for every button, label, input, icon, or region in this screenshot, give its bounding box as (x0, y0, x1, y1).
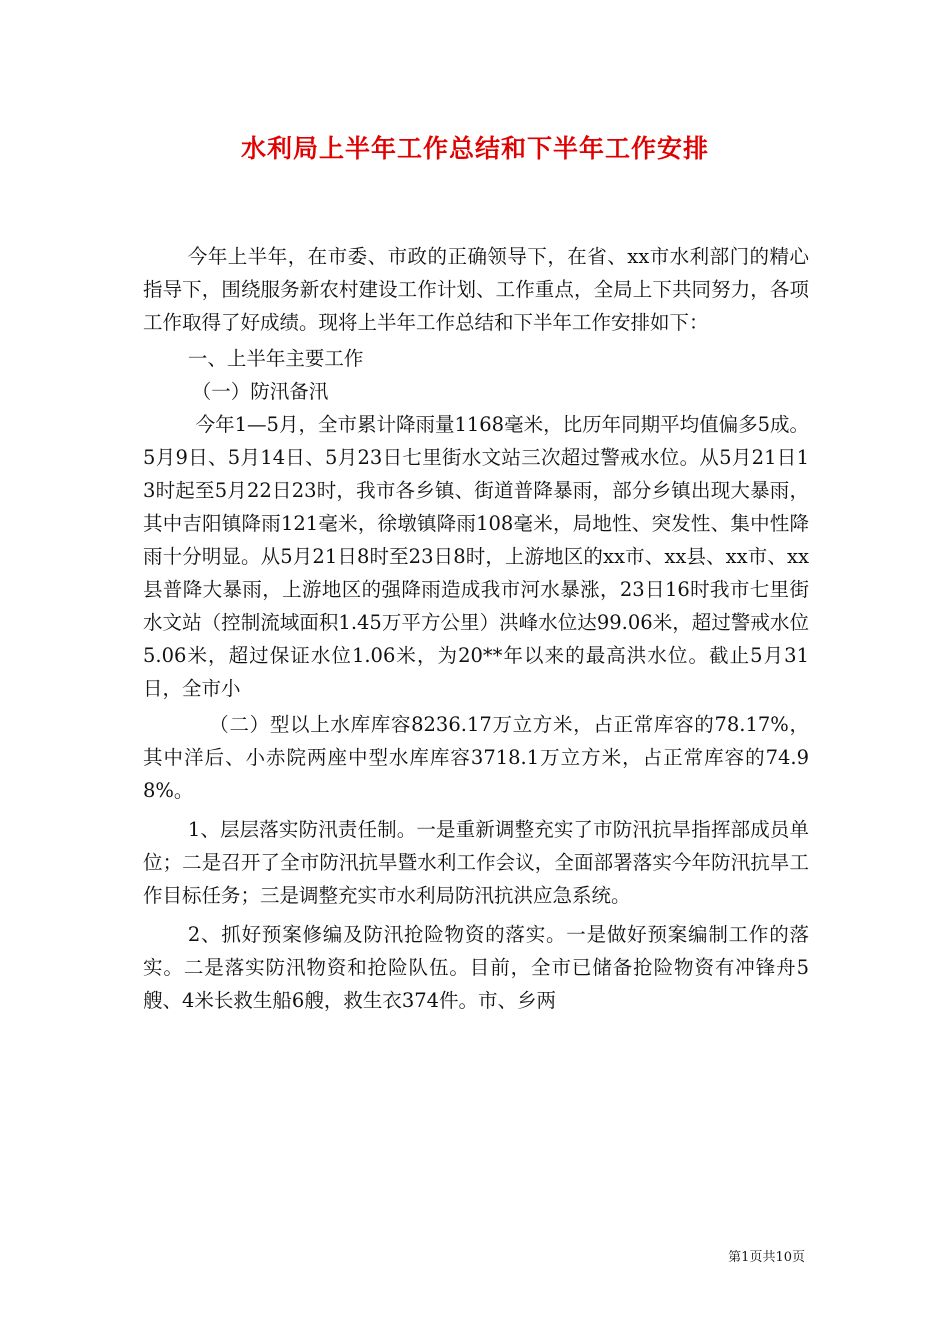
responsibility-paragraph: 1、层层落实防汛责任制。一是重新调整充实了市防汛抗旱指挥部成员单位；二是召开了全市防汛抗旱暨水利工作会议，全面部署落实今年防汛抗旱工作目标任务；三是调整充实市水利局防汛抗洪应急系统。 (143, 818, 809, 907)
intro-paragraph: 今年上半年，在市委、市政的正确领导下，在省、xx市水利部门的精心指导下，围绕服务新农村建设工作计划、工作重点，全局上下共同努力，各项工作取得了好成绩。现将上半年工作总结和下半年工作安排如下： (143, 245, 809, 334)
document-title: 水利局上半年工作总结和下半年工作安排 (240, 134, 709, 163)
rainfall-paragraph: 今年1—5月，全市累计降雨量1168毫米，比历年同期平均值偏多5成。5月9日、5月14日、5月23日七里街水文站三次超过警戒水位。从5月21日13时起至5月22日23时，我市各乡镇、街道普降暴雨，部分乡镇出现大暴雨，其中吉阳镇降雨121毫米，徐墩镇降雨108毫米，局地性、突发性、集中性降雨十分明显。从5月21日8时至23日8时，上游地区的xx市、xx县、xx市、xx县普降大暴雨，上游地区的强降雨造成我市河水暴涨，23日16时我市七里街水文站（控制流域面积1.45万平方公里）洪峰水位达99.06米，超过警戒水位5.06米，超过保证水位1.06米，为20**年以来的最高洪水位。截止5月31日，全市小 (143, 413, 809, 700)
page-number: 第1页共10页 (728, 1250, 805, 1265)
plan-materials-paragraph: 2、抓好预案修编及防汛抢险物资的落实。一是做好预案编制工作的落实。二是落实防汛物资和抢险队伍。目前，全市已储备抢险物资有冲锋舟5艘、4米长救生船6艘，救生衣374件。市、乡两 (143, 923, 809, 1012)
section-heading-1: 一、上半年主要工作 (187, 347, 364, 370)
document-body (143, 240, 809, 1017)
reservoir-paragraph: （二）型以上水库库容8236.17万立方米，占正常库容的78.17%，其中洋后、小赤院两座中型水库库容3718.1万立方米，占正常库容的74.98%。 (143, 713, 809, 802)
subsection-heading-1: （一）防汛备汛 (191, 380, 329, 403)
